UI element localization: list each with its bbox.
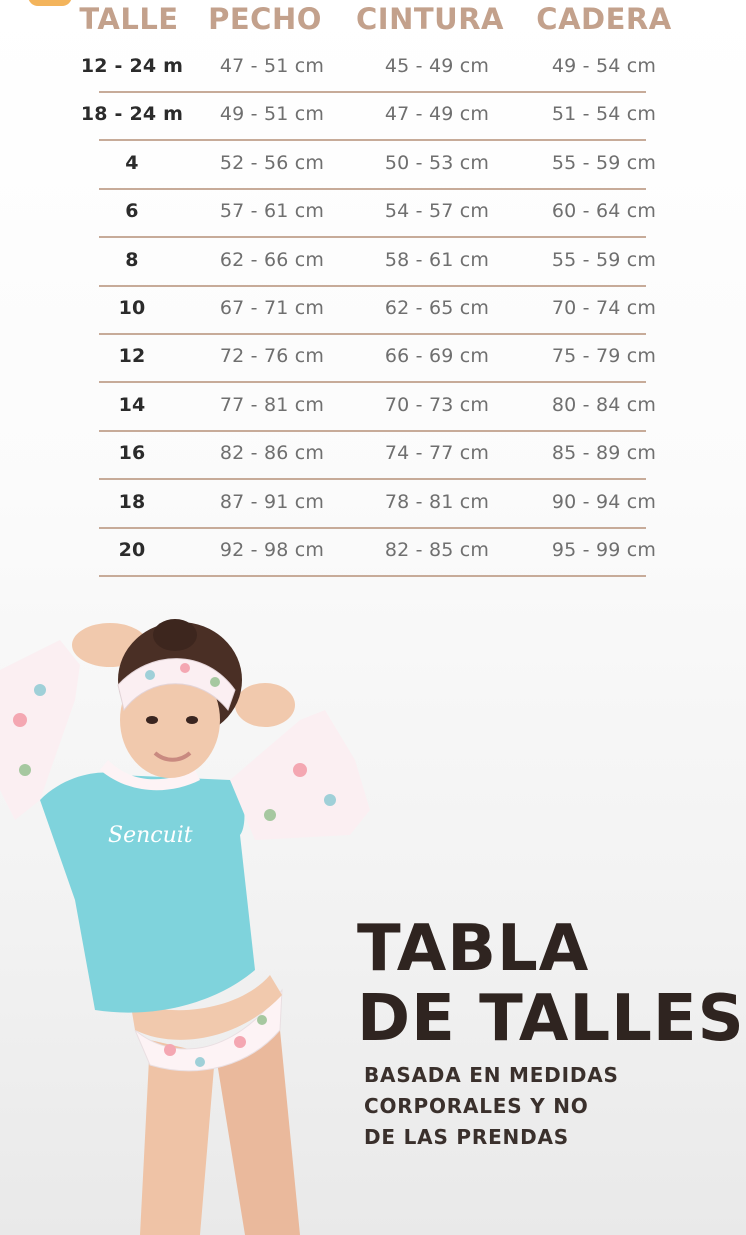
waist-cell: 50 - 53 cm (384, 151, 490, 174)
promo-subtitle-line: BASADA EN MEDIDAS (364, 1063, 619, 1087)
shirt-logo: Sencuit (108, 823, 193, 848)
size-cell: 10 (118, 297, 146, 319)
chest-cell: 92 - 98 cm (219, 539, 325, 561)
size-cell: 12 (118, 345, 146, 368)
waist-cell: 82 - 85 cm (384, 539, 490, 561)
promo-subtitle (364, 1060, 619, 1153)
waist-cell: 78 - 81 cm (384, 490, 490, 513)
size-cell: 6 (125, 200, 139, 223)
hip-cell: 85 - 89 cm (551, 442, 657, 465)
size-cell: 12 - 24 m (80, 55, 184, 77)
size-cell: 16 (118, 442, 146, 465)
chest-cell: 87 - 91 cm (219, 490, 325, 513)
size-cell: 4 (125, 151, 139, 174)
promo-subtitle-line: CORPORALES Y NO (364, 1094, 589, 1118)
chest-cell: 49 - 51 cm (219, 103, 325, 126)
size-cell: 18 - 24 m (80, 103, 184, 126)
size-cell: 18 (118, 490, 146, 513)
table-row (0, 45, 746, 93)
header-cintura: CINTURA (356, 2, 504, 36)
hip-cell: 75 - 79 cm (551, 345, 657, 368)
hip-cell: 90 - 94 cm (551, 490, 657, 513)
table-row (0, 384, 746, 432)
hip-cell: 49 - 54 cm (551, 55, 657, 77)
girl-photo (0, 610, 380, 1235)
hip-cell: 80 - 84 cm (551, 393, 657, 416)
chest-cell: 72 - 76 cm (219, 345, 325, 368)
waist-cell: 47 - 49 cm (384, 103, 490, 126)
waist-cell: 74 - 77 cm (384, 442, 490, 465)
table-header (0, 0, 746, 40)
waist-cell: 66 - 69 cm (384, 345, 490, 368)
waist-cell: 45 - 49 cm (384, 55, 490, 77)
header-cadera: CADERA (536, 2, 672, 36)
table-row (0, 93, 746, 141)
waist-cell: 58 - 61 cm (384, 248, 490, 271)
chest-cell: 82 - 86 cm (219, 442, 325, 465)
table-row (0, 481, 746, 529)
chest-cell: 57 - 61 cm (219, 200, 325, 223)
chest-cell: 47 - 51 cm (219, 55, 325, 77)
hip-cell: 55 - 59 cm (551, 248, 657, 271)
hip-cell: 95 - 99 cm (551, 539, 657, 561)
hip-cell: 51 - 54 cm (551, 103, 657, 126)
promo-title-line2: DE TALLES (357, 982, 745, 1056)
waist-cell: 62 - 65 cm (384, 297, 490, 319)
table-row (0, 335, 746, 383)
table-row (0, 142, 746, 190)
chest-cell: 52 - 56 cm (219, 151, 325, 174)
table-row (0, 287, 746, 335)
waist-cell: 54 - 57 cm (384, 200, 490, 223)
size-cell: 14 (118, 393, 146, 416)
waist-cell: 70 - 73 cm (384, 393, 490, 416)
promo-title-line1: TABLA (357, 912, 590, 986)
header-pecho: PECHO (208, 2, 322, 36)
size-cell: 8 (125, 248, 139, 271)
table-row (0, 529, 746, 577)
row-divider (99, 575, 646, 577)
chest-cell: 77 - 81 cm (219, 393, 325, 416)
chest-cell: 67 - 71 cm (219, 297, 325, 319)
table-row (0, 432, 746, 480)
chest-cell: 62 - 66 cm (219, 248, 325, 271)
hip-cell: 55 - 59 cm (551, 151, 657, 174)
promo-subtitle-line: DE LAS PRENDAS (364, 1125, 569, 1149)
table-row (0, 239, 746, 287)
header-talle: TALLE (79, 2, 179, 36)
hip-cell: 70 - 74 cm (551, 297, 657, 319)
table-row (0, 190, 746, 238)
hip-cell: 60 - 64 cm (551, 200, 657, 223)
size-cell: 20 (118, 539, 146, 561)
